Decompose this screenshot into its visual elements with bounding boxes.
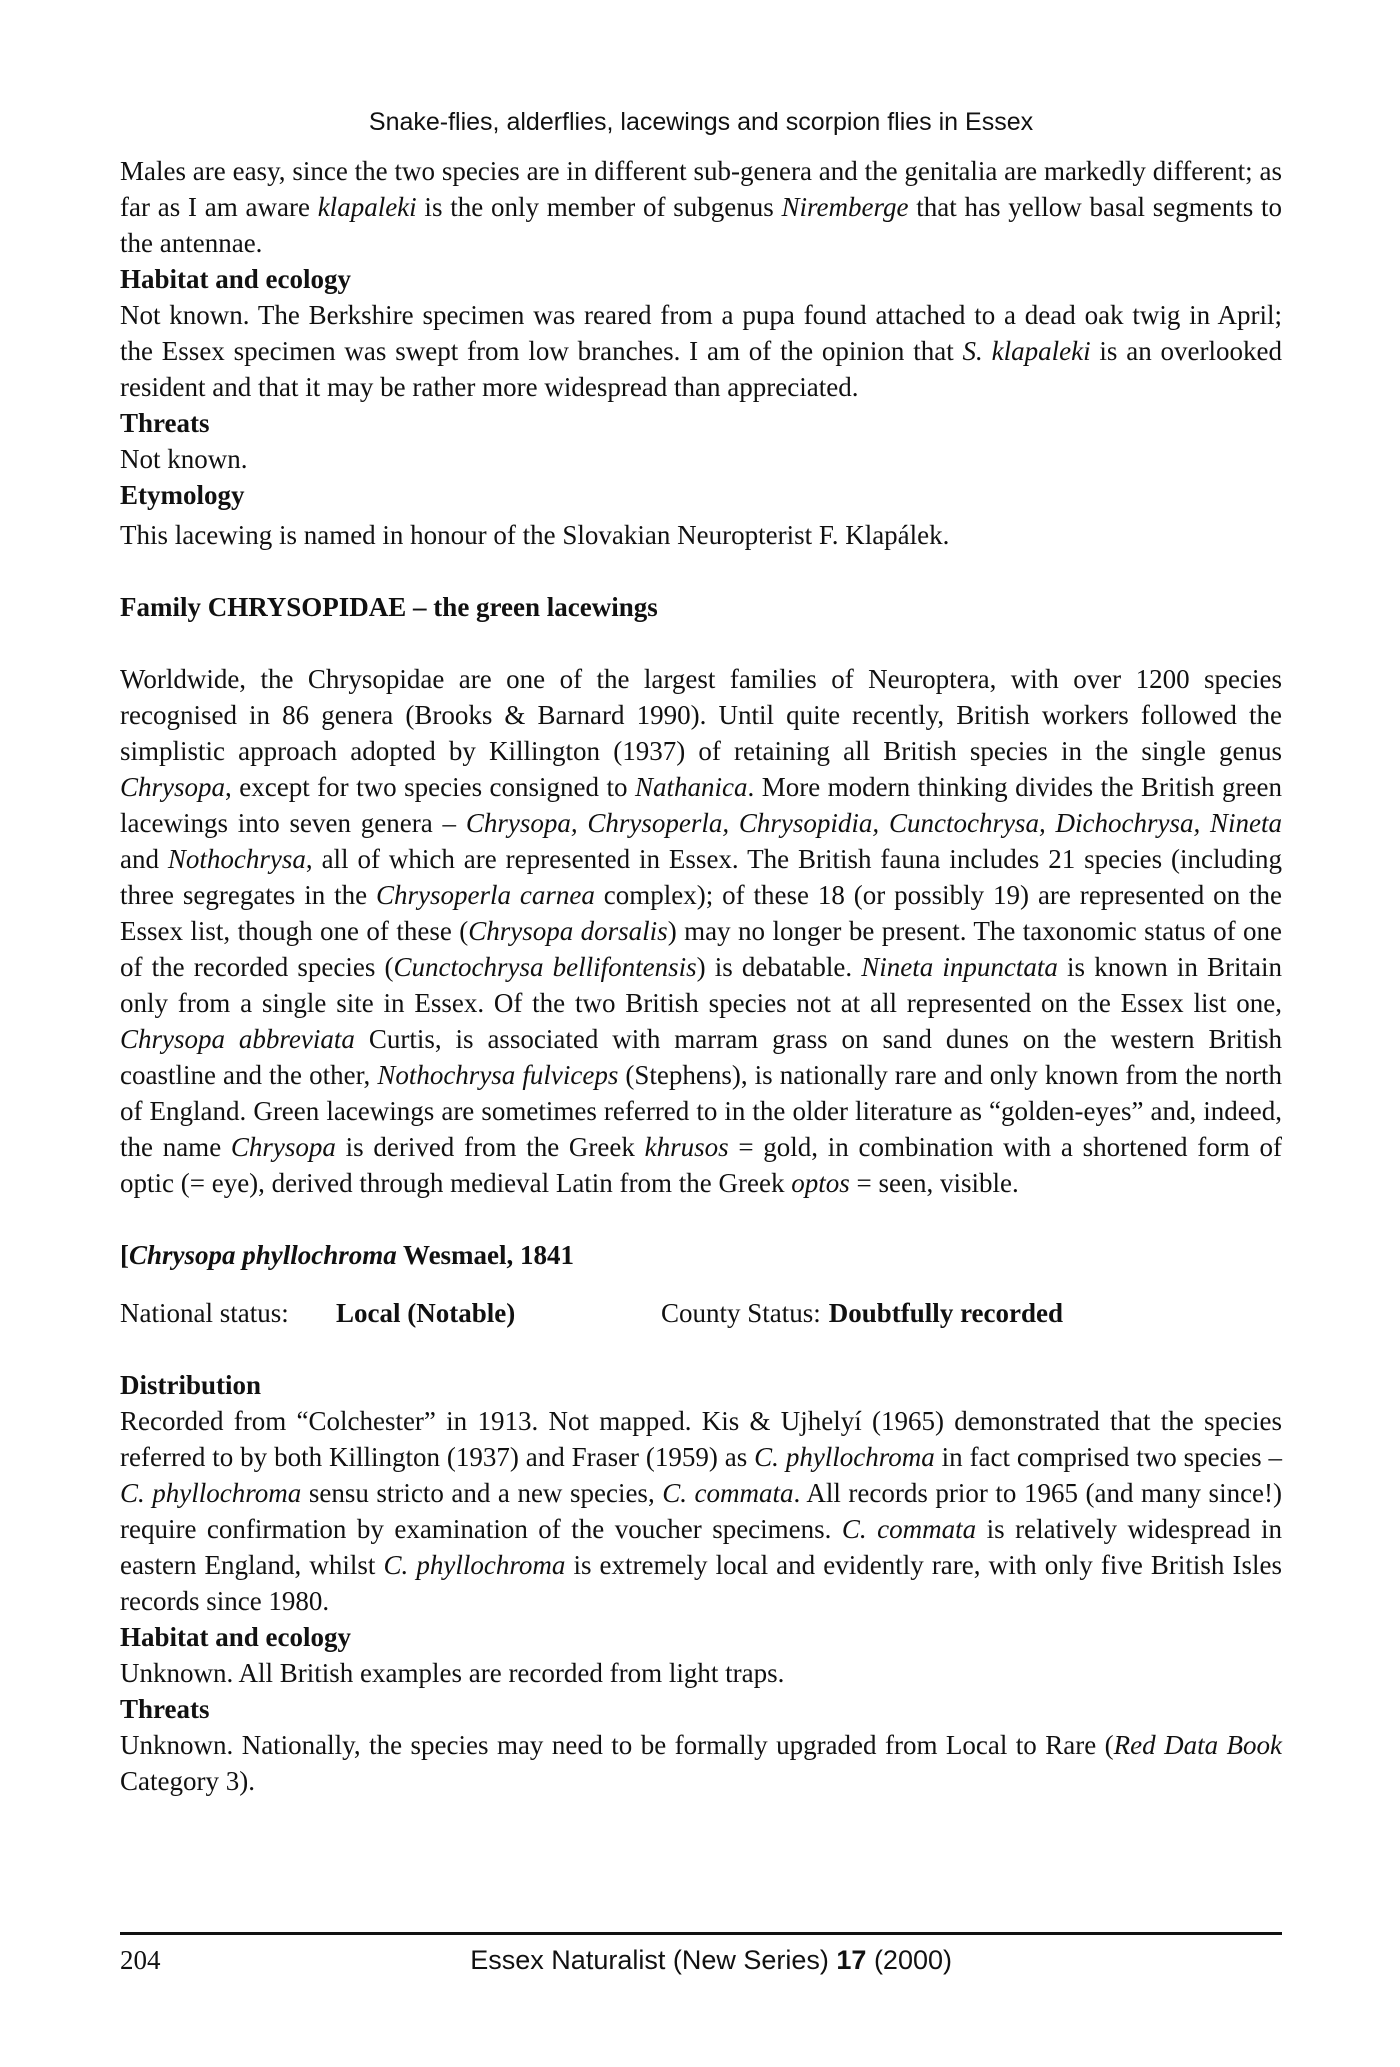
species-heading: [Chrysopa phyllochroma Wesmael, 1841 xyxy=(120,1240,575,1270)
journal-year: (2000) xyxy=(866,1945,952,1975)
distribution-heading: Distribution xyxy=(120,1370,262,1400)
threats-text-2: Unknown. Nationally, the species may need to be formally upgraded from Local to Rare (Red Data Book Category 3). xyxy=(120,1730,1282,1796)
etymology-text: This lacewing is named in honour of the Slovakian Neuropterist F. Klapálek. xyxy=(120,520,950,550)
journal-citation xyxy=(470,1945,952,1976)
intro-paragraph: Males are easy, since the two species are in different sub-genera and the genitalia are markedly different; as far as I am aware klapaleki is the only member of subgenus Niremberge that has yellow basal segments to the antennae. xyxy=(120,156,1282,258)
national-status-label: National status: xyxy=(120,1298,289,1328)
family-heading: Family CHRYSOPIDAE – the green lacewings xyxy=(120,592,658,622)
national-status-value: Local (Notable) xyxy=(336,1298,516,1328)
habitat-heading-2: Habitat and ecology xyxy=(120,1622,352,1652)
county-status-label: County Status: xyxy=(661,1298,821,1328)
habitat-text-1: Not known. The Berkshire specimen was reared from a pupa found attached to a dead oak twig in April; the Essex specimen was swept from low branches. I am of the opinion that S. klapaleki is an overlooked resident and that it may be rather more widespread than appreciated. xyxy=(120,300,1282,402)
etymology-heading: Etymology xyxy=(120,480,245,510)
county-status-value: Doubtfully recorded xyxy=(828,1298,1064,1328)
habitat-text-2: Unknown. All British examples are recorded from light traps. xyxy=(120,1658,785,1688)
habitat-heading-1: Habitat and ecology xyxy=(120,264,352,294)
running-head: Snake-flies, alderflies, lacewings and scorpion flies in Essex xyxy=(368,108,1034,136)
threats-text-1: Not known. xyxy=(120,444,248,474)
threats-heading-1: Threats xyxy=(120,408,210,438)
page-footer xyxy=(120,1932,1282,1976)
family-paragraph: Worldwide, the Chrysopidae are one of the largest families of Neuroptera, with over 1200 species recognised in 86 genera (Brooks & Barnard 1990). Until quite recently, British workers followed the simplistic approach adopted by Killington (1937) of retaining all British species in the single genus Chrysopa, except for two species consigned to Nathanica. More modern thinking divides the British green lacewings into seven genera – Chrysopa, Chrysoperla, Chrysopidia, Cunctochrysa, Dichochrysa, Nineta and Nothochrysa, all of which are represented in Essex. The British fauna includes 21 species (including three segregates in the Chrysoperla carnea complex); of these 18 (or possibly 19) are represented on the Essex list, though one of these (Chrysopa dorsalis) may no longer be present. The taxonomic status of one of the recorded species (Cunctochrysa bellifontensis) is debatable. Nineta inpunctata is known in Britain only from a single site in Essex. Of the two British species not at all represented on the Essex list one, Chrysopa abbreviata Curtis, is associated with marram grass on sand dunes on the western British coastline and the other, Nothochrysa fulviceps (Stephens), is nationally rare and only known from the north of England. Green lacewings are sometimes referred to in the older literature as “golden-eyes” and, indeed, the name Chrysopa is derived from the Greek khrusos = gold, in combination with a shortened form of optic (= eye), derived through medieval Latin from the Greek optos = seen, visible. xyxy=(120,664,1283,1198)
page-number: 204 xyxy=(120,1945,161,1975)
threats-heading-2: Threats xyxy=(120,1694,210,1724)
journal-volume: 17 xyxy=(836,1945,867,1975)
journal-name: Essex Naturalist (New Series) xyxy=(470,1945,837,1975)
page-body xyxy=(120,108,1282,1799)
distribution-text: Recorded from “Colchester” in 1913. Not mapped. Kis & Ujhelyí (1965) demonstrated that the species referred to by both Killington (1937) and Fraser (1959) as C. phyllochroma in fact comprised two species – C. phyllochroma sensu stricto and a new species, C. commata. All records prior to 1965 (and many since!) require confirmation by examination of the voucher specimens. C. commata is relatively widespread in eastern England, whilst C. phyllochroma is extremely local and evidently rare, with only five British Isles records since 1980. xyxy=(120,1406,1283,1616)
status-row xyxy=(120,1295,1282,1331)
